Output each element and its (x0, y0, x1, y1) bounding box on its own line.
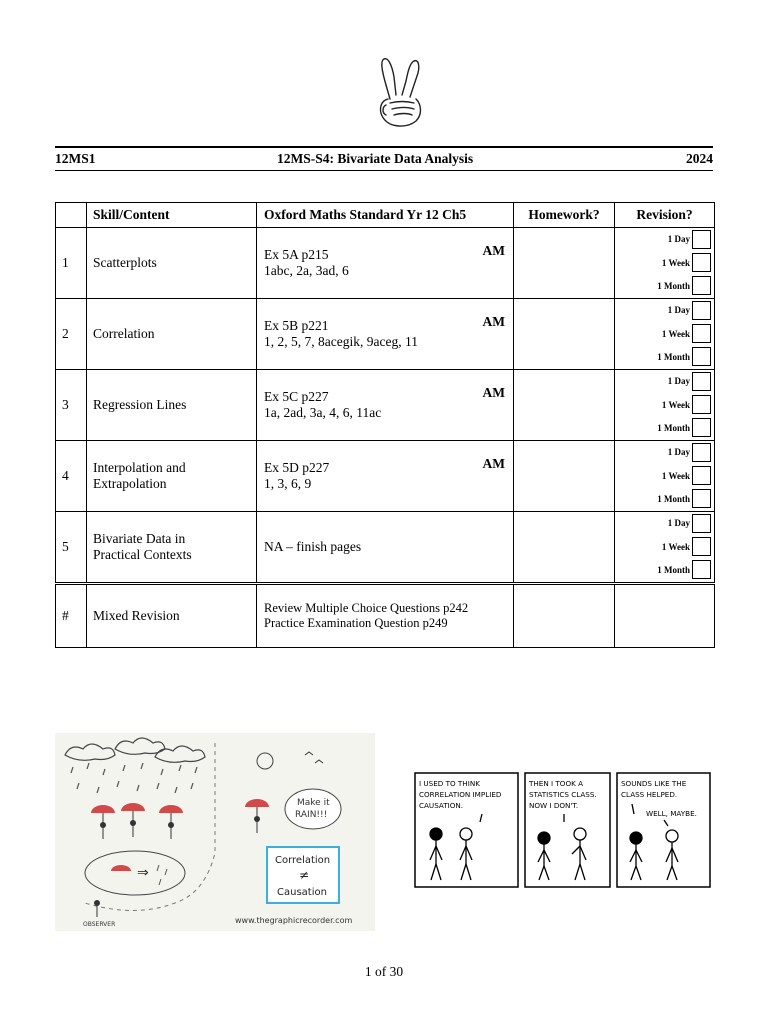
revision-label: 1 Day (667, 447, 690, 457)
sign-line-2: ≠ (299, 868, 310, 882)
am-tag: AM (482, 385, 505, 400)
speech-line-1: Make it (297, 798, 330, 808)
exercise-ref: Ex 5B p221 (264, 318, 329, 333)
row-number: 3 (56, 370, 87, 441)
textbook-cell (257, 512, 514, 584)
row-number: # (56, 584, 87, 648)
class-code: 12MS1 (55, 151, 96, 166)
comic-text: SOUNDS LIKE THE (621, 779, 687, 788)
exercise-questions: 1, 2, 5, 7, 8acegik, 9aceg, 11 (264, 334, 418, 349)
revision-label: 1 Month (657, 352, 690, 362)
homework-cell[interactable] (514, 441, 615, 512)
comic-text: I USED TO THINK (419, 779, 480, 788)
textbook-cell (257, 228, 514, 299)
observer-label: OBSERVER (83, 921, 116, 928)
exercise-ref: NA – finish pages (264, 539, 362, 554)
textbook-cell (257, 441, 514, 512)
comic-text: CAUSATION. (419, 801, 464, 810)
xkcd-comic (414, 772, 711, 888)
skill-text: Correlation (93, 326, 155, 341)
revision-label: 1 Day (667, 376, 690, 386)
revision-label: 1 Week (661, 542, 690, 552)
skill-cell (87, 512, 257, 584)
skill-text: Extrapolation (93, 476, 167, 491)
table-row (56, 228, 715, 299)
revision-checkbox-1-month[interactable] (692, 418, 711, 437)
table-row (56, 370, 715, 441)
revision-cell (615, 299, 715, 370)
revision-cell (615, 441, 715, 512)
skill-text: Practical Contexts (93, 547, 192, 562)
table-row (56, 441, 715, 512)
am-tag: AM (482, 243, 505, 258)
speech-line-2: RAIN!!! (295, 810, 328, 820)
skill-text: Regression Lines (93, 397, 187, 412)
revision-label: 1 Week (661, 329, 690, 339)
skill-cell (87, 228, 257, 299)
row-number: 1 (56, 228, 87, 299)
textbook-cell (257, 370, 514, 441)
col-header-revision: Revision? (615, 203, 715, 228)
revision-cell (615, 370, 715, 441)
revision-checkbox-1-day[interactable] (692, 443, 711, 462)
row-number: 5 (56, 512, 87, 584)
skill-cell (87, 370, 257, 441)
comic-text: NOW I DON'T. (529, 801, 579, 810)
homework-cell[interactable] (514, 584, 615, 648)
exercise-ref: Ex 5C p227 (264, 389, 329, 404)
revision-cell (615, 584, 715, 648)
unit-plan-table (55, 202, 715, 648)
revision-checkbox-1-day[interactable] (692, 230, 711, 249)
comic-text: CORRELATION IMPLIED (419, 790, 502, 799)
unit-title: 12MS-S4: Bivariate Data Analysis (277, 151, 474, 166)
revision-label: 1 Day (667, 305, 690, 315)
revision-label: 1 Month (657, 565, 690, 575)
col-header-homework: Homework? (514, 203, 615, 228)
correlation-causation-sketch (55, 733, 375, 931)
mixed-line-1: Review Multiple Choice Questions p242 (264, 601, 469, 615)
peace-hand-icon (370, 55, 430, 131)
table-row (56, 299, 715, 370)
revision-label: 1 Week (661, 258, 690, 268)
table-header-row (56, 203, 715, 228)
revision-checkbox-1-month[interactable] (692, 560, 711, 579)
revision-checkbox-1-month[interactable] (692, 489, 711, 508)
comic-text: CLASS HELPED. (621, 790, 678, 799)
row-number: 2 (56, 299, 87, 370)
col-header-textbook: Oxford Maths Standard Yr 12 Ch5 (257, 203, 514, 228)
revision-label: 1 Month (657, 494, 690, 504)
comic-text: STATISTICS CLASS. (529, 790, 597, 799)
revision-checkbox-1-day[interactable] (692, 372, 711, 391)
exercise-questions: 1abc, 2a, 3ad, 6 (264, 263, 349, 278)
textbook-cell (257, 584, 514, 648)
revision-label: 1 Month (657, 281, 690, 291)
revision-checkbox-1-week[interactable] (692, 466, 711, 485)
skill-cell (87, 299, 257, 370)
mixed-revision-row (56, 584, 715, 648)
sketch-credit: www.thegraphicrecorder.com (235, 916, 353, 925)
homework-cell[interactable] (514, 512, 615, 584)
exercise-questions: 1a, 2ad, 3a, 4, 6, 11ac (264, 405, 382, 420)
revision-checkbox-1-month[interactable] (692, 347, 711, 366)
skill-text: Mixed Revision (87, 584, 257, 648)
mixed-line-2: Practice Examination Question p249 (264, 616, 448, 630)
skill-text: Bivariate Data in (93, 531, 186, 546)
revision-cell (615, 228, 715, 299)
exercise-questions: 1, 3, 6, 9 (264, 476, 312, 491)
sign-line-1: Correlation (275, 855, 331, 866)
revision-label: 1 Week (661, 400, 690, 410)
exercise-ref: Ex 5D p227 (264, 460, 330, 475)
revision-checkbox-1-week[interactable] (692, 324, 711, 343)
am-tag: AM (482, 456, 505, 471)
skill-text: Scatterplots (93, 255, 157, 270)
row-number: 4 (56, 441, 87, 512)
page-number: 1 of 30 (364, 964, 404, 979)
col-header-number (56, 203, 87, 228)
revision-checkbox-1-week[interactable] (692, 253, 711, 272)
revision-label: 1 Month (657, 423, 690, 433)
homework-cell[interactable] (514, 370, 615, 441)
homework-cell[interactable] (514, 299, 615, 370)
revision-checkbox-1-week[interactable] (692, 537, 711, 556)
revision-checkbox-1-week[interactable] (692, 395, 711, 414)
document-header (55, 146, 713, 171)
svg-text:⇒: ⇒ (137, 865, 149, 881)
comic-text: THEN I TOOK A (529, 779, 584, 788)
col-header-skill: Skill/Content (87, 203, 257, 228)
exercise-ref: Ex 5A p215 (264, 247, 329, 262)
revision-cell (615, 512, 715, 584)
year: 2024 (686, 151, 713, 166)
sign-line-3: Causation (277, 887, 327, 898)
skill-text: Interpolation and (93, 460, 186, 475)
skill-cell (87, 441, 257, 512)
revision-checkbox-1-day[interactable] (692, 301, 711, 320)
revision-label: 1 Week (661, 471, 690, 481)
revision-label: 1 Day (667, 234, 690, 244)
comic-text: WELL, MAYBE. (646, 809, 697, 818)
revision-checkbox-1-day[interactable] (692, 514, 711, 533)
am-tag: AM (482, 314, 505, 329)
homework-cell[interactable] (514, 228, 615, 299)
revision-label: 1 Day (667, 518, 690, 528)
revision-checkbox-1-month[interactable] (692, 276, 711, 295)
table-row (56, 512, 715, 584)
textbook-cell (257, 299, 514, 370)
